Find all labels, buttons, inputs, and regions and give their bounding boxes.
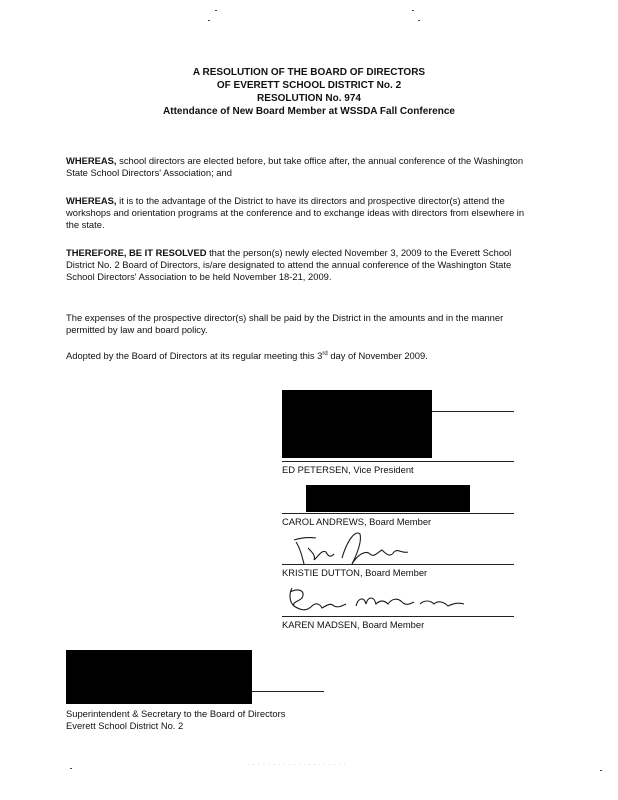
- header-line-1: A RESOLUTION OF THE BOARD OF DIRECTORS: [192, 67, 426, 78]
- signature-label-1: ED PETERSEN, Vice President: [282, 464, 414, 475]
- faint-footer-marks: · · · · · · · · · · · · · · · · · · · ·: [248, 762, 347, 768]
- signature-line-2: [282, 513, 514, 514]
- signature-line-4: [282, 616, 514, 617]
- whereas-lead-1: WHEREAS,: [66, 155, 117, 166]
- superintendent-district: Everett School District No. 2: [66, 720, 184, 731]
- resolution-header: [0, 66, 618, 118]
- scan-speck: [418, 20, 420, 21]
- signature-label-4: KAREN MADSEN, Board Member: [282, 619, 425, 630]
- scan-speck: [600, 770, 602, 771]
- therefore-paragraph: [66, 247, 536, 284]
- expenses-paragraph: [66, 312, 536, 336]
- header-line-4: Attendance of New Board Member at WSSDA Fall Conference: [163, 106, 455, 117]
- adopted-ordinal-suffix: rd: [322, 351, 328, 357]
- handwritten-signature-karen-madsen: [284, 584, 474, 616]
- scan-speck: [208, 20, 210, 21]
- superintendent-title: Superintendent & Secretary to the Board of Directors: [66, 708, 286, 719]
- whereas-text-2: it is to the advantage of the District to have its directors and prospective director(s) attend the workshops and orientation programs at the conference and to exchange ideas with directors from elsewhere in the state.: [66, 195, 525, 231]
- adopted-text-after: day of November 2009.: [327, 350, 428, 362]
- superintendent-signature-line: [252, 691, 324, 692]
- redacted-superintendent-signature: [66, 650, 252, 704]
- adopted-text-before: Adopted by the Board of Directors at its regular meeting this 3: [66, 350, 323, 362]
- header-line-3: RESOLUTION No. 974: [257, 93, 361, 104]
- scan-speck: [70, 768, 72, 769]
- whereas-lead-2: WHEREAS,: [66, 195, 117, 206]
- whereas-paragraph-1: [66, 155, 536, 179]
- redacted-signature-1: [282, 390, 432, 458]
- signature-line-3: [282, 564, 514, 565]
- therefore-text: that the person(s) newly elected November 3, 2009 to the Everett School District No. 2 Board of Directors, is/are designated to attend the annual conference of the Washington State School Directors' Association to be held November 18-21, 2009.: [66, 247, 512, 283]
- redacted-signature-2: [306, 485, 470, 512]
- scan-speck: [215, 10, 217, 11]
- expenses-text: The expenses of the prospective director(s) shall be paid by the District in the amounts and in the manner permitted by law and board policy.: [66, 312, 504, 336]
- signature-line-1-top: [432, 411, 514, 412]
- whereas-text-1: school directors are elected before, but take office after, the annual conference of the Washington State School Directors' Association; and: [66, 155, 524, 179]
- adopted-paragraph: [66, 348, 536, 362]
- signature-line-1: [282, 461, 514, 462]
- scan-speck: [412, 10, 414, 11]
- signature-label-3: KRISTIE DUTTON, Board Member: [282, 567, 428, 578]
- signature-label-2: CAROL ANDREWS, Board Member: [282, 516, 432, 527]
- header-line-2: OF EVERETT SCHOOL DISTRICT No. 2: [216, 80, 402, 91]
- therefore-lead: THEREFORE, BE IT RESOLVED: [66, 247, 207, 258]
- whereas-paragraph-2: [66, 195, 536, 232]
